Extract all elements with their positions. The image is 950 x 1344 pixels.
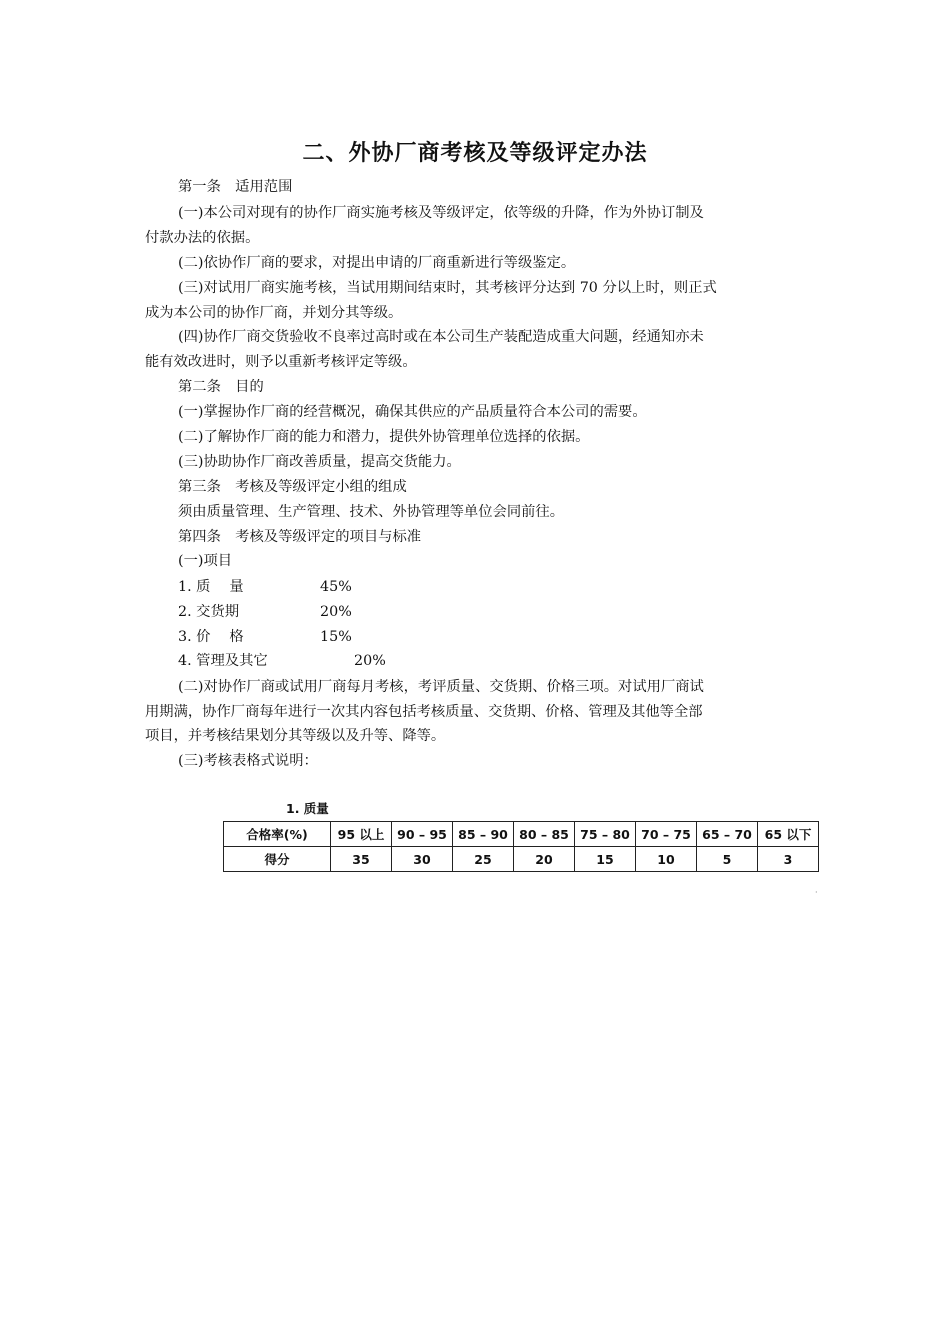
item-label: 2. 交货期 <box>178 604 240 620</box>
item-value: 15% <box>320 629 352 645</box>
table-cell: 35 <box>331 847 392 872</box>
paragraph-line: (四)协作厂商交货验收不良率过高时或在本公司生产装配造成重大问题，经通知亦未 <box>178 329 704 345</box>
paragraph-line: (二)依协作厂商的要求，对提出申请的厂商重新进行等级鉴定。 <box>178 255 576 271</box>
quality-table-caption: 1. 质量 <box>286 801 329 816</box>
table-header-cell: 得分 <box>224 847 331 872</box>
table-cell: 95 以上 <box>331 822 392 847</box>
article-3-heading: 第三条 考核及等级评定小组的组成 <box>178 479 407 495</box>
article-1-heading: 第一条 适用范围 <box>178 179 293 195</box>
item-value: 45% <box>320 579 352 595</box>
table-row <box>224 847 819 872</box>
item-label: 4. 管理及其它 <box>178 653 268 669</box>
table-row <box>224 822 819 847</box>
table-cell: 10 <box>636 847 697 872</box>
item-label: 3. 价 格 <box>178 629 244 645</box>
paragraph-line: (二)对协作厂商或试用厂商每月考核，考评质量、交货期、价格三项。对试用厂商试 <box>178 679 704 695</box>
paragraph-line: (三)考核表格式说明： <box>178 753 318 769</box>
article-4-heading: 第四条 考核及等级评定的项目与标准 <box>178 529 422 545</box>
table-cell: 85 – 90 <box>453 822 514 847</box>
paragraph-line: 用期满，协作厂商每年进行一次其内容包括考核质量、交货期、价格、管理及其他等全部 <box>145 704 703 720</box>
document-title: 二、外协厂商考核及等级评定办法 <box>302 141 648 166</box>
table-cell: 70 – 75 <box>636 822 697 847</box>
table-cell: 3 <box>758 847 819 872</box>
quality-table <box>223 821 819 872</box>
table-cell: 25 <box>453 847 514 872</box>
article-2-heading: 第二条 目的 <box>178 379 264 395</box>
paragraph-line: (三)对试用厂商实施考核，当试用期间结束时，其考核评分达到 70 分以上时，则正式 <box>178 280 717 296</box>
item-value: 20% <box>320 604 352 620</box>
table-cell: 20 <box>514 847 575 872</box>
paragraph-line: (一)项目 <box>178 553 233 569</box>
paragraph-line: (二)了解协作厂商的能力和潜力，提供外协管理单位选择的依据。 <box>178 429 590 445</box>
paragraph-line: 付款办法的依据。 <box>145 230 260 246</box>
table-cell: 15 <box>575 847 636 872</box>
paragraph-line: 能有效改进时，则予以重新考核评定等级。 <box>145 354 417 370</box>
paragraph-line: (一)本公司对现有的协作厂商实施考核及等级评定，依等级的升降，作为外协订制及 <box>178 205 704 221</box>
item-label: 1. 质 量 <box>178 579 244 595</box>
table-cell: 65 以下 <box>758 822 819 847</box>
table-cell: 30 <box>392 847 453 872</box>
table-header-cell: 合格率(%) <box>224 822 331 847</box>
scan-speck: · <box>815 888 818 897</box>
table-cell: 80 – 85 <box>514 822 575 847</box>
paragraph-line: (三)协助协作厂商改善质量，提高交货能力。 <box>178 454 461 470</box>
paragraph-line: 须由质量管理、生产管理、技术、外协管理等单位会同前往。 <box>178 504 565 520</box>
paragraph-line: 成为本公司的协作厂商，并划分其等级。 <box>145 305 403 321</box>
table-cell: 65 – 70 <box>697 822 758 847</box>
paragraph-line: (一)掌握协作厂商的经营概况，确保其供应的产品质量符合本公司的需要。 <box>178 404 647 420</box>
table-cell: 5 <box>697 847 758 872</box>
table-cell: 75 – 80 <box>575 822 636 847</box>
paragraph-line: 项目，并考核结果划分其等级以及升等、降等。 <box>145 728 446 744</box>
item-value: 20% <box>354 653 386 669</box>
table-cell: 90 – 95 <box>392 822 453 847</box>
